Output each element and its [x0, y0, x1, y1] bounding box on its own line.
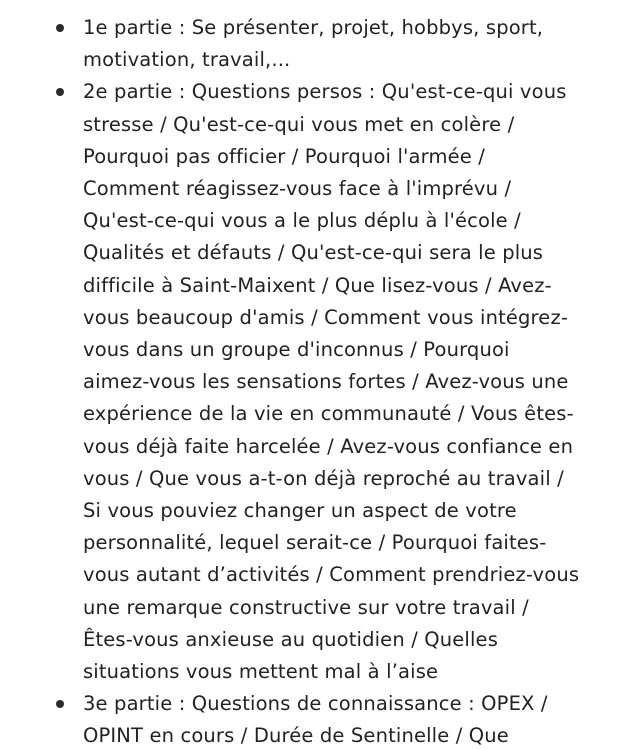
item-text-line: Qualités et défauts / Qu'est-ce-qui sera le plus [83, 241, 544, 265]
item-text-line: 2e partie : Questions persos : Qu'est-ce-qui vous [83, 80, 567, 104]
list-item-partie-3 [0, 688, 626, 750]
item-text-line: difficile à Saint-Maixent / Que lisez-vous / Avez- [83, 273, 552, 297]
item-text-line: personnalité, lequel serait-ce / Pourquoi faites- [83, 531, 547, 555]
item-text-line: vous beaucoup d'amis / Comment vous intégrez- [83, 305, 569, 329]
item-text-line: Êtes-vous anxieuse au quotidien / Quelles [83, 627, 499, 651]
item-text-line: expérience de la vie en communauté / Vous êtes- [83, 402, 574, 426]
item-text-line: situations vous mettent mal à l’aise [83, 660, 439, 684]
item-text-line: aimez-vous les sensations fortes / Avez-vous une [83, 370, 569, 394]
item-text-line: Pourquoi pas officier / Pourquoi l'armée / [83, 144, 485, 168]
item-text-line: Si vous pouviez changer un aspect de votre [83, 499, 517, 523]
item-text-line: vous déjà faite harcelée / Avez-vous confiance en [83, 434, 574, 458]
item-text-line: 1e partie : Se présenter, projet, hobbys, sport, [83, 16, 544, 39]
item-text-line: vous autant d’activités / Comment prendriez-vous [83, 563, 580, 587]
item-text-line: motivation, travail,... [83, 48, 291, 72]
item-text-line: OPINT en cours / Durée de Sentinelle / Que [83, 724, 509, 748]
bullet-dot-icon [56, 700, 64, 708]
list-item-partie-1 [0, 12, 626, 76]
item-text-line: 3e partie : Questions de connaissance : OPEX / [83, 692, 548, 716]
item-text-line: vous / Que vous a-t-on déjà reproché au travail / [83, 466, 564, 490]
item-text-line: stresse / Qu'est-ce-qui vous met en colère / [83, 112, 515, 136]
list-item-partie-2 [0, 76, 626, 688]
bullet-dot-icon [56, 24, 64, 32]
item-text-line: Qu'est-ce-qui vous a le plus déplu à l'école / [83, 209, 521, 233]
item-text-line: Comment réagissez-vous face à l'imprévu / [83, 177, 512, 201]
bullet-dot-icon [56, 88, 64, 96]
item-text-line: vous dans un groupe d'inconnus / Pourquoi [83, 338, 510, 362]
item-text-line: une remarque constructive sur votre travail / [83, 595, 529, 619]
